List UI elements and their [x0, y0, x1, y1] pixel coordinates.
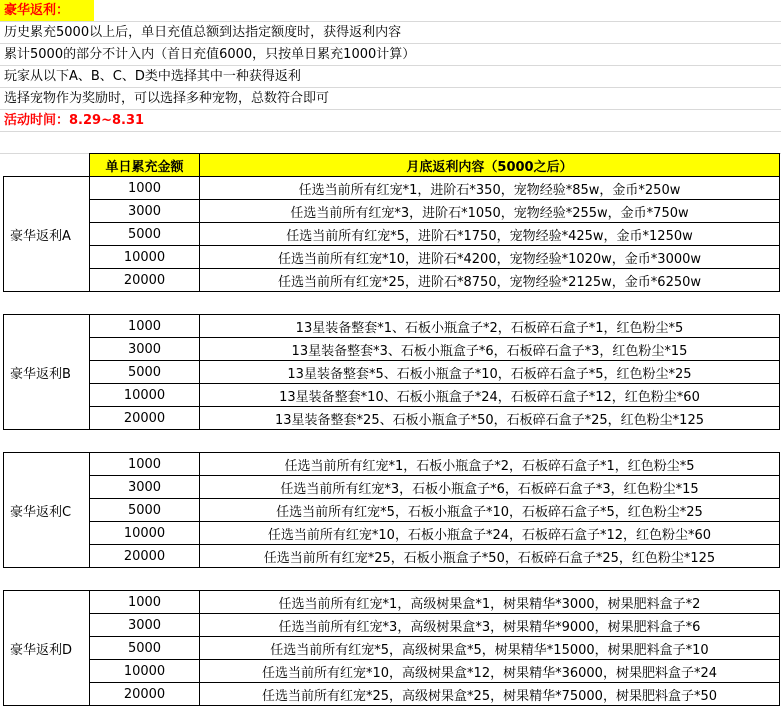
- rule-line-3: 玩家从以下A、B、C、D类中选择其中一种获得返利: [0, 66, 781, 88]
- content-cell: 13星装备整套*25、石板小瓶盒子*50，石板碎石盒子*25，红色粉尘*125: [200, 407, 780, 430]
- amount-cell: 20000: [90, 683, 200, 706]
- amount-cell: 10000: [90, 522, 200, 545]
- group-name-cell: 豪华返利D: [4, 591, 90, 706]
- header-amount: 单日累充金额: [90, 154, 200, 177]
- amount-cell: 10000: [90, 660, 200, 683]
- intro-block: [0, 0, 781, 154]
- rule-line-4: 选择宠物作为奖励时，可以选择多种宠物，总数符合即可: [0, 88, 781, 110]
- group-spacer-row: [4, 292, 780, 315]
- title-cell: 豪华返利：: [0, 0, 94, 21]
- amount-cell: 3000: [90, 476, 200, 499]
- table-row: [4, 246, 780, 269]
- amount-cell: 1000: [90, 177, 200, 200]
- amount-cell: 10000: [90, 246, 200, 269]
- amount-cell: 3000: [90, 200, 200, 223]
- table-row: [4, 591, 780, 614]
- table-header-row: [4, 154, 780, 177]
- content-cell: 任选当前所有红宠*3，高级树果盒*3，树果精华*9000，树果肥料盒子*6: [200, 614, 780, 637]
- content-cell: 任选当前所有红宠*25，石板小瓶盒子*50，石板碎石盒子*25，红色粉尘*125: [200, 545, 780, 568]
- group-name-cell: 豪华返利A: [4, 177, 90, 292]
- content-cell: 任选当前所有红宠*5，进阶石*1750，宠物经验*425w，金币*1250w: [200, 223, 780, 246]
- table-row: [4, 476, 780, 499]
- content-cell: 任选当前所有红宠*3，进阶石*1050，宠物经验*255w，金币*750w: [200, 200, 780, 223]
- amount-cell: 1000: [90, 453, 200, 476]
- amount-cell: 20000: [90, 407, 200, 430]
- rule-line-2: 累计5000的部分不计入内（首日充值6000，只按单日累充1000计算）: [0, 44, 781, 66]
- table-row: [4, 384, 780, 407]
- amount-cell: 1000: [90, 591, 200, 614]
- amount-cell: 1000: [90, 315, 200, 338]
- content-cell: 13星装备整套*1、石板小瓶盒子*2，石板碎石盒子*1，红色粉尘*5: [200, 315, 780, 338]
- title-row: [0, 0, 781, 22]
- amount-cell: 20000: [90, 545, 200, 568]
- blank-row: [0, 132, 781, 154]
- table-row: [4, 545, 780, 568]
- table-row: [4, 361, 780, 384]
- content-cell: 任选当前所有红宠*10，石板小瓶盒子*24，石板碎石盒子*12，红色粉尘*60: [200, 522, 780, 545]
- table-row: [4, 660, 780, 683]
- content-cell: 任选当前所有红宠*5，高级树果盒*5，树果精华*15000，树果肥料盒子*10: [200, 637, 780, 660]
- table-row: [4, 614, 780, 637]
- rebate-table: [3, 153, 780, 706]
- amount-cell: 3000: [90, 338, 200, 361]
- header-blank-cell: [4, 154, 90, 177]
- table-row: [4, 499, 780, 522]
- amount-cell: 5000: [90, 637, 200, 660]
- amount-cell: 5000: [90, 499, 200, 522]
- table-row: [4, 453, 780, 476]
- table-row: [4, 407, 780, 430]
- group-spacer-row: [4, 568, 780, 591]
- content-cell: 13星装备整套*5、石板小瓶盒子*10，石板碎石盒子*5，红色粉尘*25: [200, 361, 780, 384]
- amount-cell: 10000: [90, 384, 200, 407]
- group-spacer-row: [4, 430, 780, 453]
- group-name-cell: 豪华返利B: [4, 315, 90, 430]
- amount-cell: 5000: [90, 361, 200, 384]
- table-row: [4, 315, 780, 338]
- content-cell: 任选当前所有红宠*25，进阶石*8750，宠物经验*2125w，金币*6250w: [200, 269, 780, 292]
- content-cell: 任选当前所有红宠*10，高级树果盒*12，树果精华*36000，树果肥料盒子*24: [200, 660, 780, 683]
- table-row: [4, 683, 780, 706]
- group-name-cell: 豪华返利C: [4, 453, 90, 568]
- event-time: 活动时间：8.29~8.31: [0, 110, 781, 132]
- table-row: [4, 637, 780, 660]
- content-cell: 任选当前所有红宠*1，高级树果盒*1，树果精华*3000，树果肥料盒子*2: [200, 591, 780, 614]
- rule-line-1: 历史累充5000以上后，单日充值总额到达指定额度时，获得返利内容: [0, 22, 781, 44]
- table-row: [4, 338, 780, 361]
- content-cell: 任选当前所有红宠*1，进阶石*350，宠物经验*85w，金币*250w: [200, 177, 780, 200]
- amount-cell: 5000: [90, 223, 200, 246]
- table-row: [4, 177, 780, 200]
- content-cell: 任选当前所有红宠*25，高级树果盒*25，树果精华*75000，树果肥料盒子*50: [200, 683, 780, 706]
- table-row: [4, 269, 780, 292]
- content-cell: 任选当前所有红宠*3，石板小瓶盒子*6，石板碎石盒子*3，红色粉尘*15: [200, 476, 780, 499]
- content-cell: 任选当前所有红宠*1，石板小瓶盒子*2，石板碎石盒子*1，红色粉尘*5: [200, 453, 780, 476]
- content-cell: 13星装备整套*3、石板小瓶盒子*6，石板碎石盒子*3，红色粉尘*15: [200, 338, 780, 361]
- content-cell: 任选当前所有红宠*10，进阶石*4200，宠物经验*1020w，金币*3000w: [200, 246, 780, 269]
- table-row: [4, 223, 780, 246]
- spacer-cell: [4, 568, 780, 591]
- spacer-cell: [4, 430, 780, 453]
- spacer-cell: [4, 292, 780, 315]
- amount-cell: 20000: [90, 269, 200, 292]
- content-cell: 13星装备整套*10、石板小瓶盒子*24，石板碎石盒子*12，红色粉尘*60: [200, 384, 780, 407]
- table-row: [4, 522, 780, 545]
- table-row: [4, 200, 780, 223]
- amount-cell: 3000: [90, 614, 200, 637]
- header-content: 月底返利内容（5000之后）: [200, 154, 780, 177]
- content-cell: 任选当前所有红宠*5，石板小瓶盒子*10，石板碎石盒子*5，红色粉尘*25: [200, 499, 780, 522]
